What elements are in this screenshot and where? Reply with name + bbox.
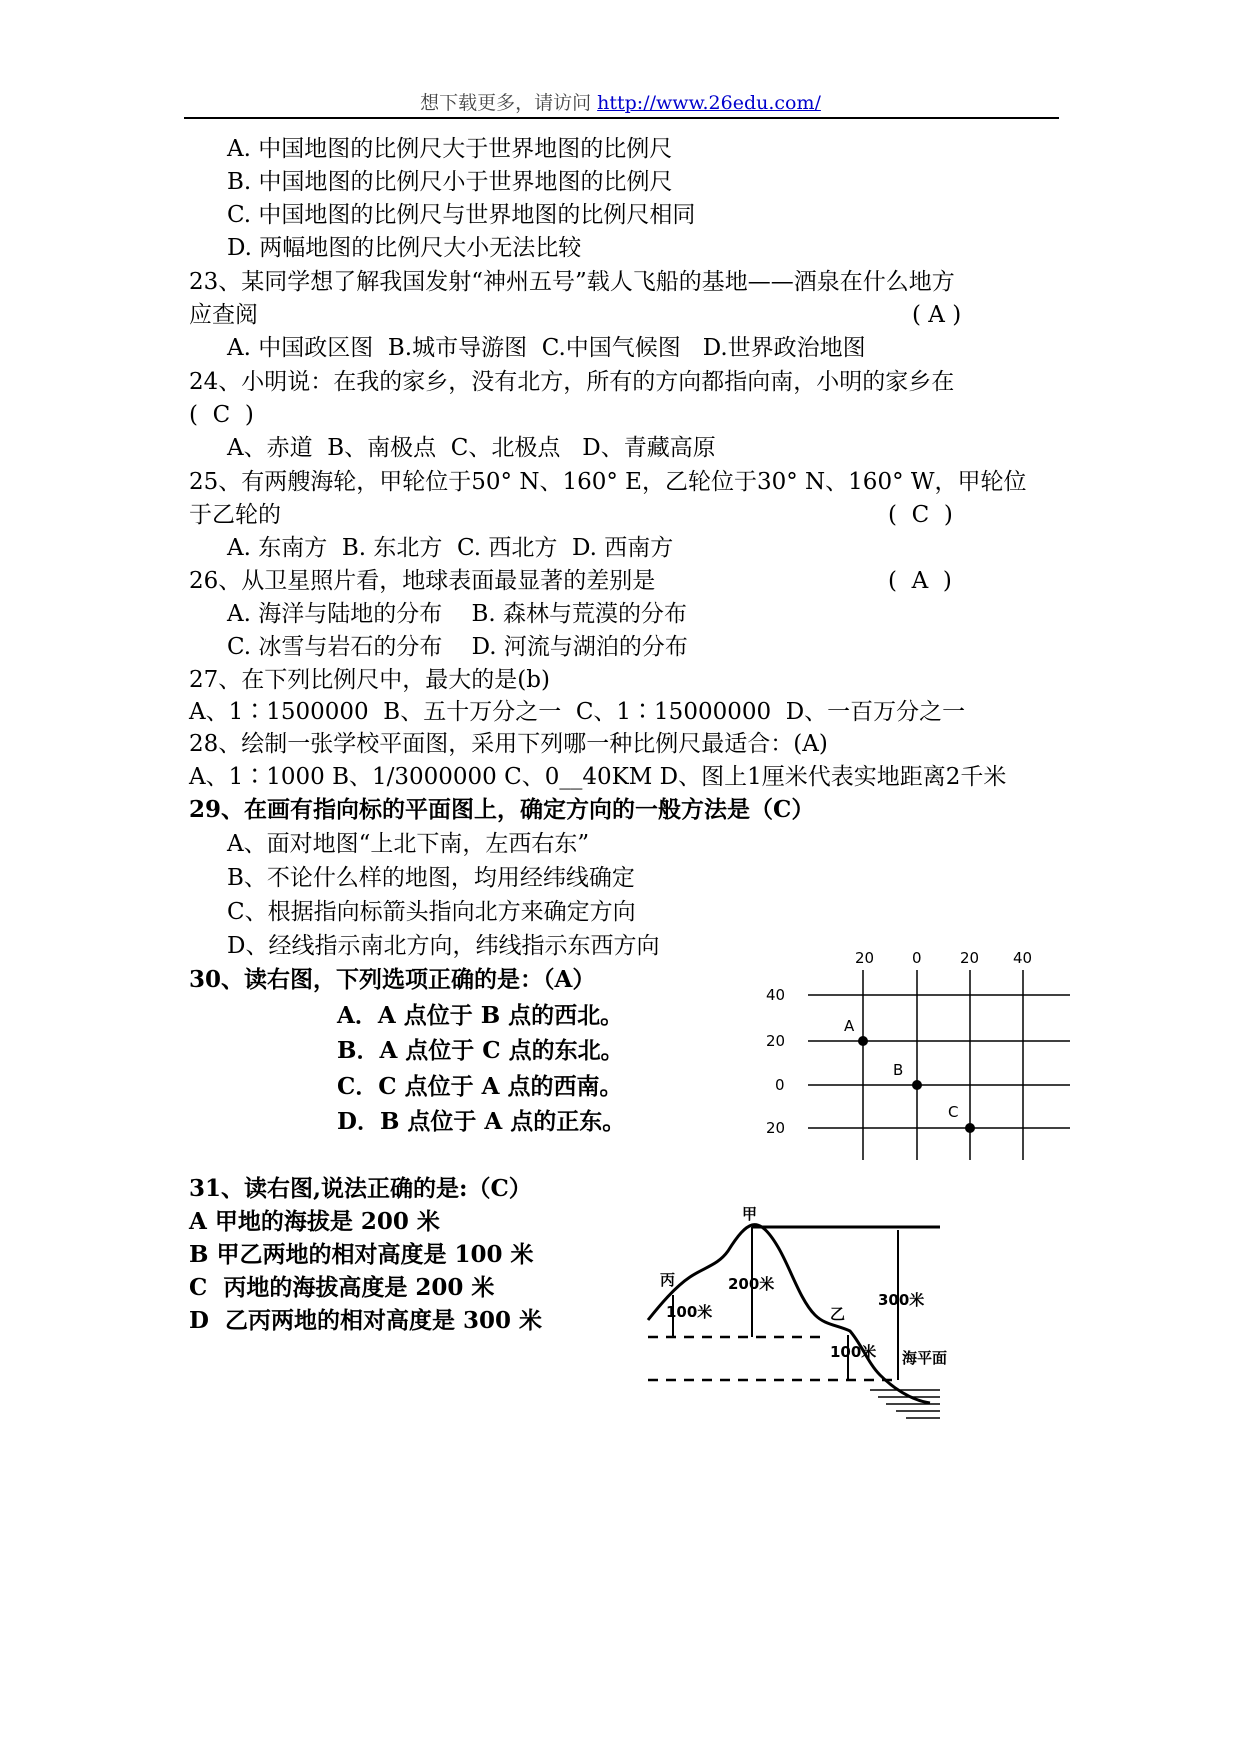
profile-label-100m-right: 100米	[830, 1343, 877, 1361]
text-line: A、1∶1500000 B、五十万分之一 C、1∶15000000 D、一百万分之一	[189, 699, 966, 725]
text-line: A. 中国政区图 B.城市导游图 C.中国气候图 D.世界政治地图	[227, 335, 866, 361]
text-line: B 甲乙两地的相对高度是 100 米	[189, 1241, 534, 1268]
text-line: ( C )	[189, 402, 254, 428]
text-line: 25、有两艘海轮，甲轮位于50° N、160° E，乙轮位于30° N、160° W，甲轮位	[189, 469, 1027, 495]
profile-label-200m: 200米	[728, 1275, 775, 1293]
text-line: 30、读右图，下列选项正确的是：（A）	[189, 966, 596, 993]
text-line: C. 冰雪与岩石的分布 D. 河流与湖泊的分布	[227, 634, 688, 660]
profile-label-300m: 300米	[878, 1291, 925, 1309]
text-line: A、1∶1000 B、1/3000000 C、0__40KM D、图上1厘米代表实地距离2千米	[189, 764, 1007, 790]
grid-top-label-2: 0	[912, 949, 922, 967]
grid-point-a-label: A	[844, 1017, 855, 1035]
profile-label-jia: 甲	[742, 1205, 758, 1223]
profile-label-bing: 丙	[660, 1271, 676, 1289]
grid-figure	[760, 945, 1080, 1170]
grid-point-b	[912, 1080, 922, 1090]
text-line: C．C 点位于 A 点的西南。	[337, 1073, 623, 1100]
grid-top-label-4: 40	[1013, 949, 1033, 967]
grid-top-label-3: 20	[960, 949, 980, 967]
text-line: D、经线指示南北方向，纬线指示东西方向	[227, 933, 660, 959]
text-line: 29、在画有指向标的平面图上，确定方向的一般方法是（C）	[189, 796, 815, 823]
text-line: A 甲地的海拔是 200 米	[189, 1208, 440, 1235]
text-line: A. 东南方 B. 东北方 C. 西北方 D. 西南方	[227, 535, 674, 561]
grid-left-label-4: 20	[766, 1119, 786, 1137]
text-line: A、赤道 B、南极点 C、北极点 D、青藏高原	[227, 435, 716, 461]
text-line: D．B 点位于 A 点的正东。	[337, 1108, 626, 1135]
grid-left-label-1: 40	[766, 986, 786, 1004]
grid-point-c	[965, 1123, 975, 1133]
profile-figure	[640, 1205, 970, 1435]
text-line: B、不论什么样的地图，均用经纬线确定	[227, 865, 635, 891]
text-line: 27、在下列比例尺中，最大的是(b)	[189, 667, 550, 693]
grid-point-b-label: B	[893, 1061, 904, 1079]
page-header	[0, 88, 1241, 115]
grid-point-c-label: C	[948, 1103, 959, 1121]
grid-top-label-1: 20	[855, 949, 875, 967]
text-line: B. 中国地图的比例尺小于世界地图的比例尺	[227, 169, 673, 195]
header-link[interactable]: http://www.26edu.com/	[597, 92, 821, 114]
text-line: A. 海洋与陆地的分布 B. 森林与荒漠的分布	[227, 601, 687, 627]
text-line: 24、小明说：在我的家乡，没有北方，所有的方向都指向南，小明的家乡在	[189, 369, 955, 395]
text-line: A．A 点位于 B 点的西北。	[337, 1002, 624, 1029]
text-line: ( C )	[888, 502, 953, 528]
text-line: 23、某同学想了解我国发射“神州五号”载人飞船的基地——酒泉在什么地方	[189, 269, 955, 295]
text-line: 26、从卫星照片看，地球表面最显著的差别是	[189, 568, 656, 594]
text-line: ( A )	[888, 568, 952, 594]
text-line: B．A 点位于 C 点的东北。	[337, 1037, 624, 1064]
profile-label-100m-left: 100米	[666, 1303, 713, 1321]
header-rule	[184, 117, 1059, 119]
text-line: A. 中国地图的比例尺大于世界地图的比例尺	[227, 136, 673, 162]
profile-label-sea-level: 海平面	[902, 1349, 948, 1367]
header-prefix: 想下载更多，请访问	[420, 92, 598, 114]
text-line: C 丙地的海拔高度是 200 米	[189, 1274, 495, 1301]
text-line: ( A )	[912, 302, 962, 328]
text-line: 于乙轮的	[189, 502, 281, 528]
text-line: D 乙丙两地的相对高度是 300 米	[189, 1307, 542, 1334]
grid-left-label-3: 0	[775, 1076, 785, 1094]
text-line: C、根据指向标箭头指向北方来确定方向	[227, 899, 636, 925]
text-line: 应查阅	[189, 302, 258, 328]
text-line: C. 中国地图的比例尺与世界地图的比例尺相同	[227, 202, 696, 228]
text-line: D. 两幅地图的比例尺大小无法比较	[227, 235, 582, 261]
text-line: A、面对地图“上北下南，左西右东”	[227, 831, 590, 857]
grid-left-label-2: 20	[766, 1032, 786, 1050]
profile-label-yi: 乙	[830, 1305, 846, 1323]
text-line: 31、读右图,说法正确的是:（C）	[189, 1175, 532, 1202]
text-line: 28、绘制一张学校平面图，采用下列哪一种比例尺最适合：(A)	[189, 731, 828, 757]
grid-point-a	[858, 1036, 868, 1046]
